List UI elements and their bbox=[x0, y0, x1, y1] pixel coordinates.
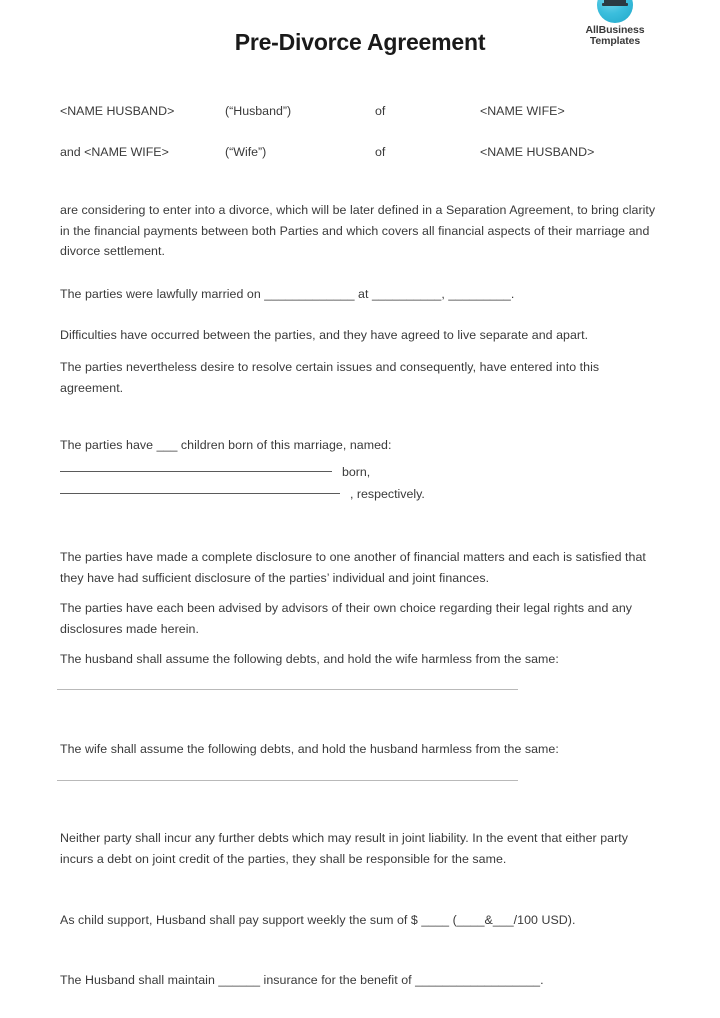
children-name-line-1 bbox=[60, 465, 370, 479]
logo-line-2: Templates bbox=[589, 35, 641, 48]
page-title: Pre-Divorce Agreement bbox=[234, 29, 486, 55]
wife-debts-blank-rule bbox=[57, 780, 518, 781]
paragraph-marriage-date: The parties were lawfully married on _____________ at __________, _________. bbox=[60, 287, 515, 301]
party-row-husband bbox=[60, 104, 660, 118]
paragraph-husband-debts: The husband shall assume the following debts, and hold the wife harmless from the same: bbox=[60, 652, 559, 666]
paragraph-resolve-issues: The parties nevertheless desire to resolve certain issues and consequently, have entered into this agreement. bbox=[60, 360, 600, 395]
paragraph-wife-debts: The wife shall assume the following debts, and hold the husband harmless from the same: bbox=[60, 742, 559, 756]
paragraph-difficulties: Difficulties have occurred between the parties, and they have agreed to live separate and apart. bbox=[60, 328, 589, 342]
paragraph-insurance: The Husband shall maintain ______ insurance for the benefit of __________________. bbox=[60, 973, 544, 987]
paragraph-disclosure: The parties have made a complete disclosure to one another of financial matters and each is satisfied that they have had sufficient disclosure of the parties’ individual and joint finances. bbox=[60, 550, 646, 585]
husband-of-label: of bbox=[375, 104, 386, 118]
party-row-wife bbox=[60, 145, 660, 159]
husband-role-label: (“Husband”) bbox=[225, 104, 292, 118]
paragraph-child-support: As child support, Husband shall pay support weekly the sum of $ ____ (____&___/100 USD). bbox=[60, 913, 576, 927]
husband-debts-blank-rule bbox=[57, 689, 518, 690]
wife-name-placeholder: and <NAME WIFE> bbox=[60, 145, 169, 159]
wife-spouse-placeholder: <NAME HUSBAND> bbox=[480, 145, 595, 159]
husband-spouse-placeholder: <NAME WIFE> bbox=[480, 104, 565, 118]
paragraph-advisors: The parties have each been advised by advisors of their own choice regarding their legal rights and any disclosures made herein. bbox=[60, 601, 633, 636]
husband-name-placeholder: <NAME HUSBAND> bbox=[60, 104, 175, 118]
wife-of-label: of bbox=[375, 145, 386, 159]
paragraph-children-intro: The parties have ___ children born of this marriage, named: bbox=[60, 438, 392, 452]
children-blank-2 bbox=[60, 493, 340, 494]
paragraph-no-further-debts: Neither party shall incur any further debts which may result in joint liability. In the event that either party incurs a debt on joint credit of the parties, they shall be responsible for the same. bbox=[60, 831, 628, 866]
paragraph-intro: are considering to enter into a divorce, which will be later defined in a Separation Agreement, to bring clarity in the financial payments between both Parties and which covers all financial aspects of their marriage and divorce settlement. bbox=[60, 203, 656, 258]
graduation-cap-icon bbox=[597, 0, 633, 23]
logo-line-1: AllBusiness bbox=[585, 24, 645, 36]
children-blank-1 bbox=[60, 471, 332, 472]
children-name-line-2 bbox=[60, 487, 425, 501]
wife-role-label: (“Wife”) bbox=[225, 145, 267, 159]
children-respectively-label: , respectively. bbox=[350, 487, 425, 501]
children-born-label: born, bbox=[342, 465, 371, 479]
